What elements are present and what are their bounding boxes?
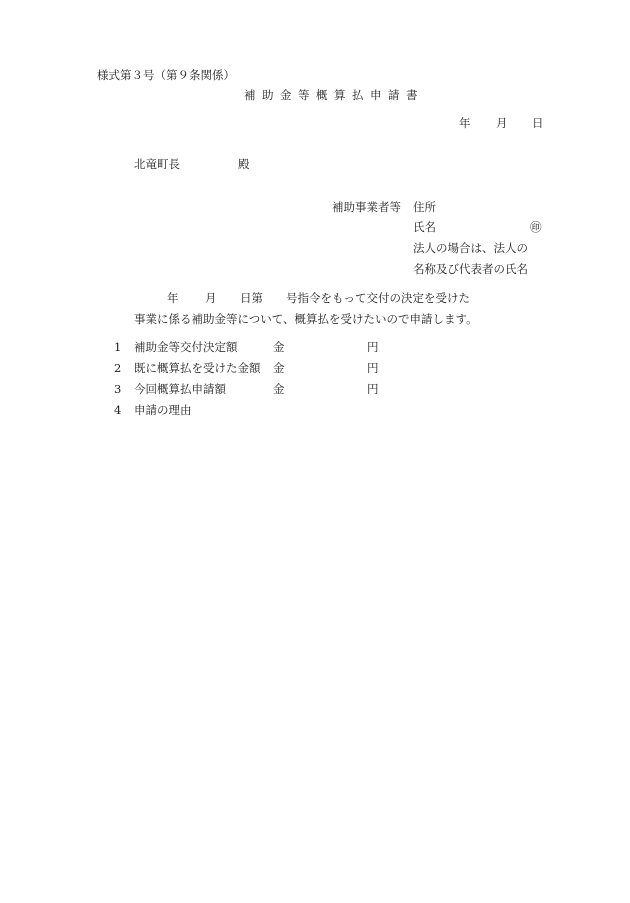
item-number: 3 <box>114 382 122 396</box>
item-label: 補助金等交付決定額 <box>134 340 238 354</box>
addressee-name: 北竜町長 <box>134 157 180 171</box>
seal-mark: ㊞ <box>530 220 542 234</box>
item-label: 今回概算払申請額 <box>134 382 226 396</box>
name-label: 氏名 <box>413 220 436 234</box>
item-amount-unit: 円 <box>367 382 379 396</box>
item-label: 既に概算払を受けた金額 <box>134 361 261 375</box>
body-line2: 事業に係る補助金等について、概算払を受けたいので申請します。 <box>134 312 478 326</box>
item-amount-prefix: 金 <box>273 382 285 396</box>
item-amount-prefix: 金 <box>273 340 285 354</box>
item-number: 1 <box>114 340 122 354</box>
document-title: 補助金等概算払申請書 <box>244 88 424 102</box>
address-label: 住所 <box>413 200 436 214</box>
addressee-honorific: 殿 <box>238 157 250 171</box>
form-number: 様式第３号（第９条関係） <box>97 68 235 82</box>
date-month-label: 月 <box>496 116 508 130</box>
date-year-label: 年 <box>459 116 471 130</box>
applicant-label: 補助事業者等 <box>332 200 401 214</box>
item-amount-prefix: 金 <box>273 361 285 375</box>
body-day-number-label: 日第 <box>240 291 263 305</box>
corporate-note-line2: 名称及び代表者の氏名 <box>413 262 528 276</box>
item-number: 4 <box>114 403 122 417</box>
item-amount-unit: 円 <box>367 340 379 354</box>
item-amount-unit: 円 <box>367 361 379 375</box>
item-number: 2 <box>114 361 122 375</box>
body-month-label: 月 <box>205 291 217 305</box>
corporate-note-line1: 法人の場合は、法人の <box>413 241 528 255</box>
body-year-label: 年 <box>167 291 179 305</box>
body-line1-rest: 号指令をもって交付の決定を受けた <box>286 291 470 305</box>
item-label: 申請の理由 <box>134 403 192 417</box>
date-day-label: 日 <box>532 116 544 130</box>
